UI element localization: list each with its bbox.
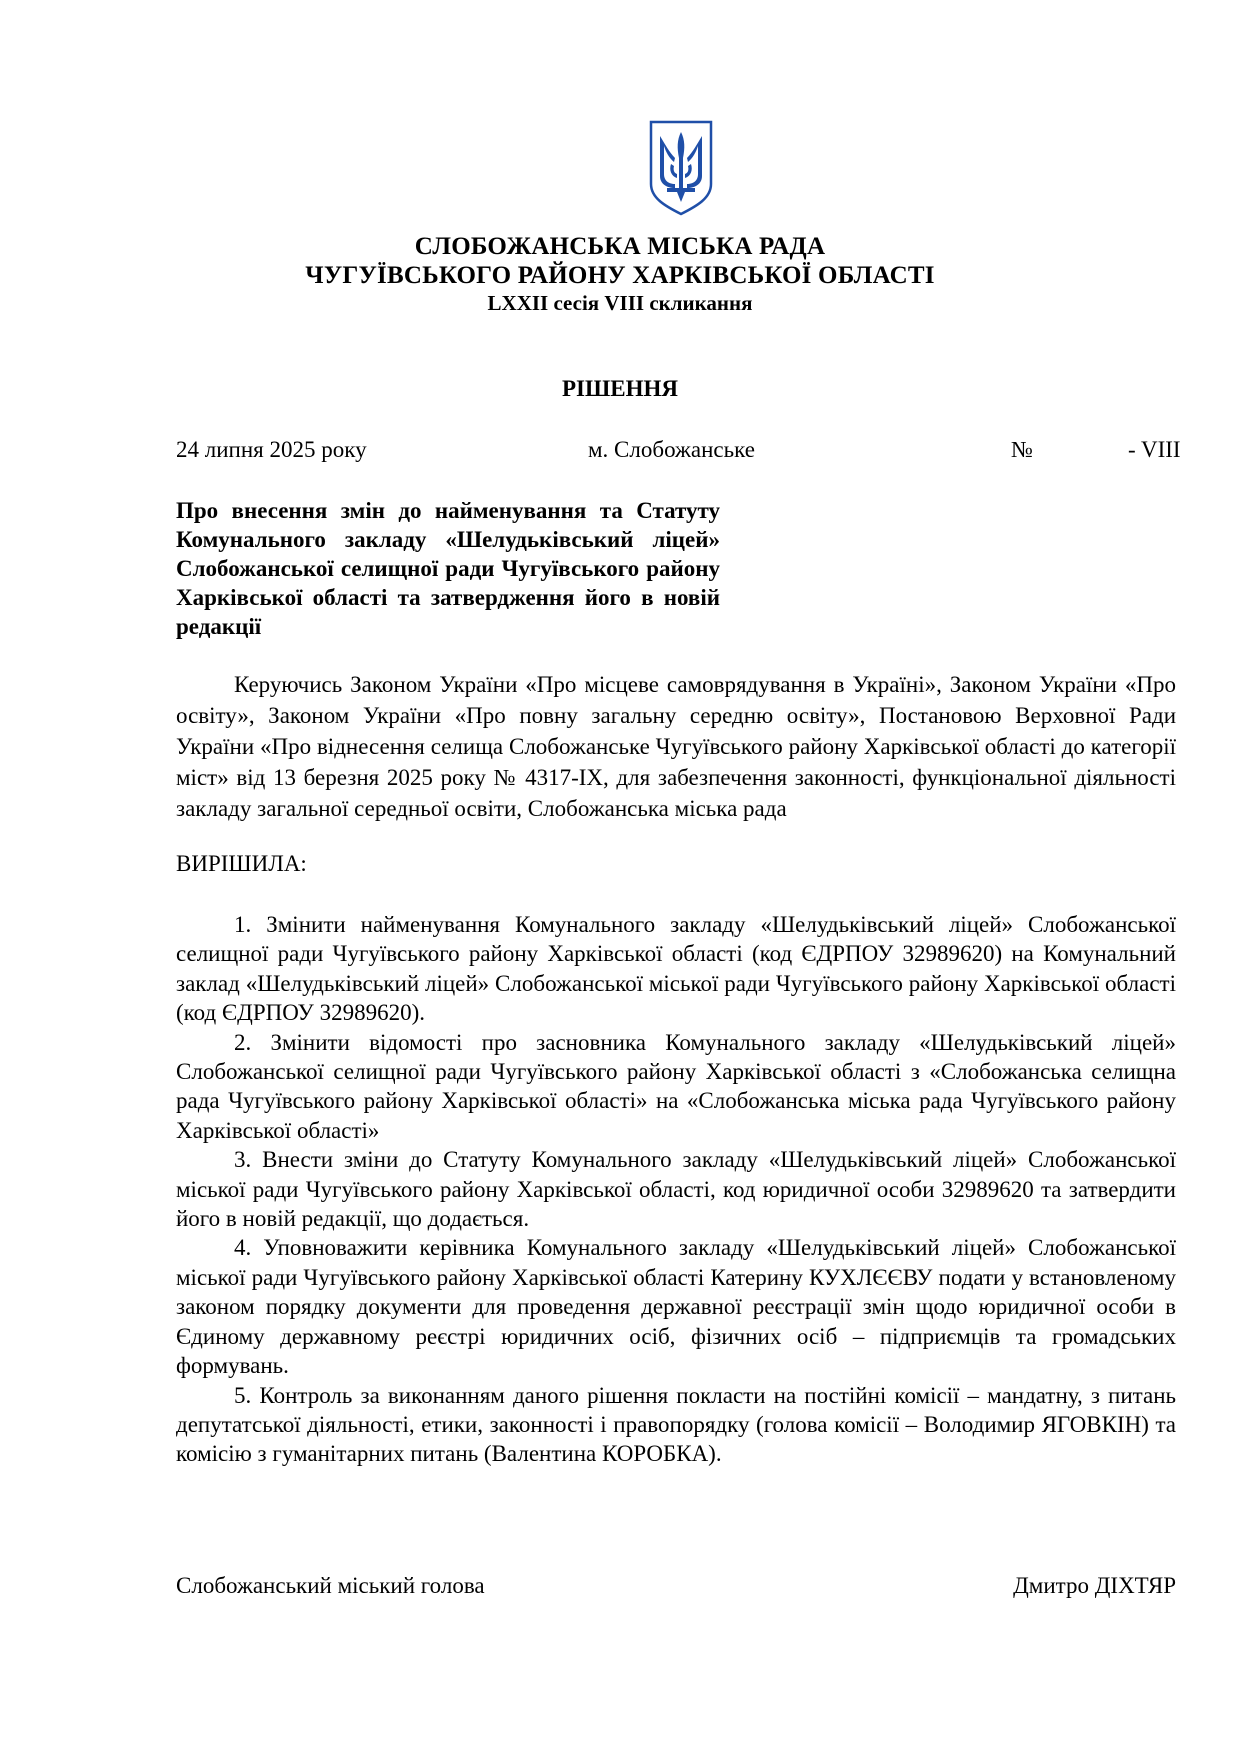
signatory-name: Дмитро ДІХТЯР: [1013, 1573, 1176, 1598]
council-name: СЛОБОЖАНСЬКА МІСЬКА РАДА: [414, 233, 826, 260]
resolution-item-3: 3. Внести зміни до Статуту Комунального закладу «Шелудьківський ліцей» Слобожанської міської ради Чугуївського району Харківської області, код юридичної особи 32989620 та затвердити його в новій редакції, що додається.: [176, 1147, 1176, 1232]
document-preamble: Керуючись Законом України «Про місцеве самоврядування в Україні», Законом України «Про освіту», Законом України «Про повну загальну середню освіту», Постановою Верховної Ради України «Про віднесення селища Слобожанське Чугуївського району Харківської області до категорії міст» від 13 березня 2025 року № 4317-IX, для забезпечення законності, функціональної діяльності закладу загальної середньої освіти, Слобожанська міська рада: [176, 672, 1176, 821]
document-place: м. Слобожанське: [588, 437, 755, 462]
resolution-item-2: 2. Змінити відомості про засновника Комунального закладу «Шелудьківський ліцей» Слобожанської селищної ради Чугуївського району Харківської області з «Слобожанська селищна рада Чугуївського району Харківської області» на «Слобожанська міська рада Чугуївського району Харківської області»: [176, 1029, 1176, 1143]
document-number-sign: №: [1011, 437, 1033, 462]
resolution-item-1: 1. Змінити найменування Комунального закладу «Шелудьківський ліцей» Слобожанської селищної ради Чугуївського району Харківської області (код ЄДРПОУ 32989620) на Комунальний заклад «Шелудьківський ліцей» Слобожанської міської ради Чугуївського району Харківської області (код ЄДРПОУ 32989620).: [176, 912, 1176, 1026]
resolved-label: ВИРІШИЛА:: [176, 851, 307, 876]
document-meta-row: [0, 435, 1240, 465]
document-date: 24 липня 2025 року: [176, 437, 367, 462]
council-header: [0, 232, 1240, 317]
tryzub-coat-of-arms-icon: [647, 118, 715, 218]
resolution-item-4: 4. Уповноважити керівника Комунального закладу «Шелудьківський ліцей» Слобожанської міської ради Чугуївського району Харківської області Катерину КУХЛЄЄВУ подати у встановленому законом порядку документи для проведення державної реєстрації змін щодо юридичної особи в Єдиному державному реєстрі юридичних осіб, фізичних осіб – підприємців та громадських формувань.: [176, 1235, 1176, 1379]
signature-block: [0, 1571, 1240, 1601]
document-convocation-suffix: - VIII: [1128, 437, 1181, 462]
resolution-item-5: 5. Контроль за виконанням даного рішення покласти на постійні комісії – мандатну, з питань депутатської діяльності, етики, законності і правопорядку (голова комісії – Володимир ЯГОВКІН) та комісію з гуманітарних питань (Валентина КОРОБКА).: [176, 1382, 1176, 1467]
council-district: ЧУГУЇВСЬКОГО РАЙОНУ ХАРКІВСЬКОЇ ОБЛАСТІ: [305, 262, 935, 289]
resolution-items: [176, 910, 1176, 1469]
document-title: РІШЕННЯ: [562, 376, 678, 401]
signatory-position: Слобожанський міський голова: [176, 1573, 485, 1598]
session-line: LXXII сесія VIII скликання: [487, 291, 753, 315]
document-subject: Про внесення змін до найменування та Статуту Комунального закладу «Шелудьківський ліцей» Слобожанської селищної ради Чугуївського району Харківської області та затвердження його в новій редакції: [176, 498, 720, 639]
